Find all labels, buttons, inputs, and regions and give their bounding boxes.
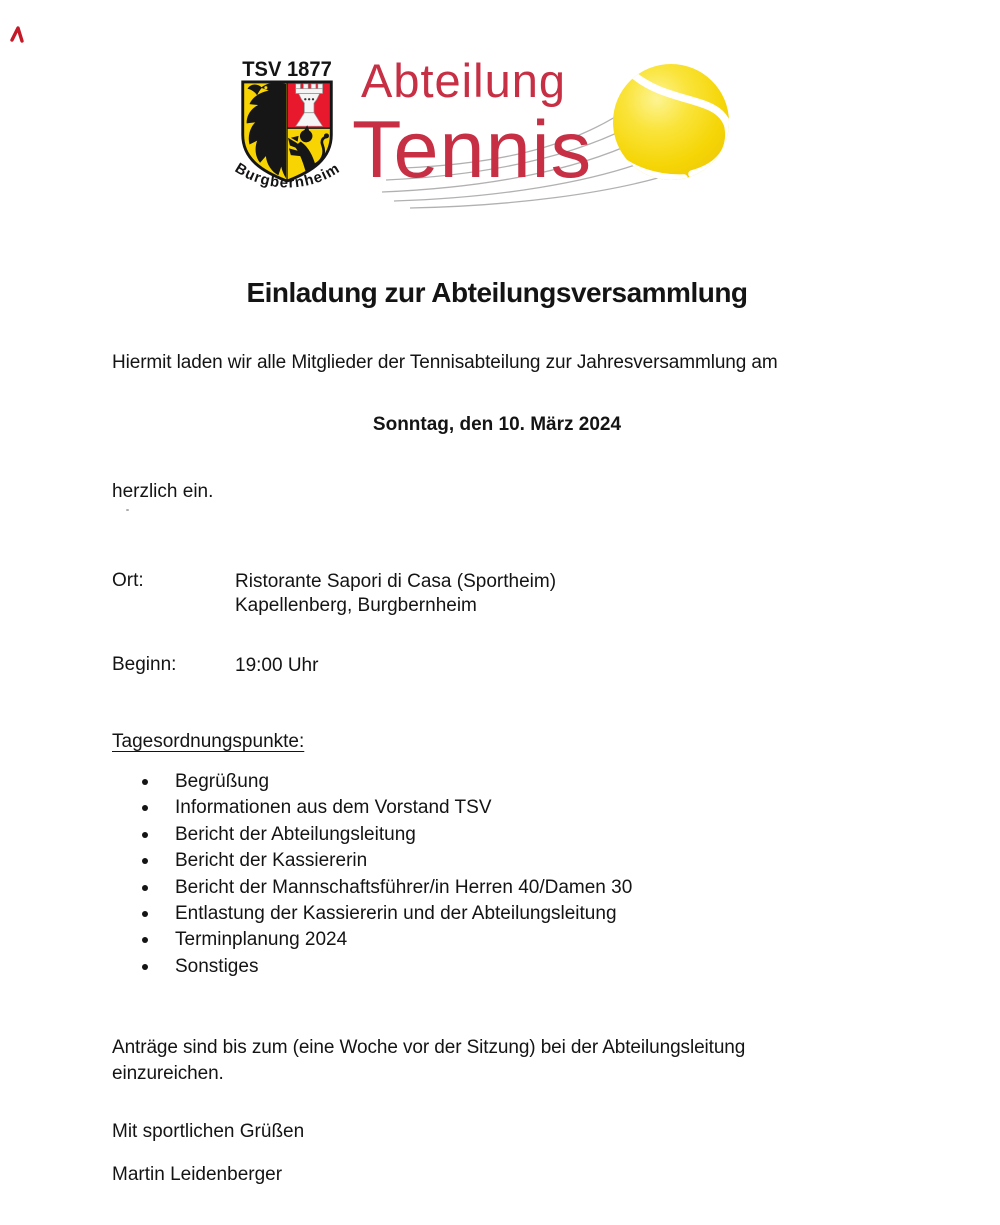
salutation-text: herzlich ein. (112, 481, 214, 502)
agenda-item-label: Entlastung der Kassiererin und der Abteilungsleitung (175, 903, 617, 925)
agenda-item (175, 875, 632, 901)
agenda-list (175, 769, 632, 980)
club-logo (210, 50, 775, 218)
agenda-item-label: Terminplanung 2024 (175, 929, 348, 951)
agenda-item-label: Begrüßung (175, 771, 270, 792)
agenda-item (175, 795, 632, 821)
signature-name: Martin Leidenberger (112, 1164, 283, 1185)
logo-tennis-word: Tennis (352, 105, 593, 195)
crest-town-name: Burgbernheim (231, 160, 344, 192)
location-label: Ort: (112, 570, 144, 591)
agenda-item (175, 927, 632, 953)
agenda-item (175, 822, 632, 848)
location-value (235, 570, 556, 618)
agenda-item-label: Bericht der Abteilungsleitung (175, 823, 416, 845)
agenda-item-label: Informationen aus dem Vorstand TSV (175, 797, 492, 819)
crest-club-name: TSV 1877 (242, 58, 332, 82)
page-title: Einladung zur Abteilungsversammlung (246, 277, 748, 308)
agenda-item-label: Bericht der Mannschaftsführer/in Herren 40/Damen 30 (175, 876, 633, 898)
agenda-item (175, 901, 632, 927)
agenda-item (175, 769, 632, 795)
start-time-label: Beginn: (112, 654, 177, 675)
tsv-crest-icon (227, 55, 348, 209)
agenda-item-label: Sonstiges (175, 955, 259, 977)
sign-off-text: Mit sportlichen Grüßen (112, 1121, 305, 1142)
meeting-date: Sonntag, den 10. März 2024 (372, 414, 622, 435)
logo-department-word: Abteilung (361, 54, 566, 107)
location-line-2: Kapellenberg, Burgbernheim (235, 595, 477, 617)
agenda-item (175, 954, 632, 980)
agenda-heading: Tagesordnungspunkte: (112, 731, 305, 752)
scan-speck (126, 509, 129, 511)
location-line-1: Ristorante Sapori di Casa (Sportheim) (235, 571, 557, 592)
agenda-item-label: Bericht der Kassiererin (175, 850, 368, 872)
red-pen-mark-icon (8, 24, 32, 48)
submission-note: Anträge sind bis zum (eine Woche vor der Sitzung) bei der Abteilungsleitung einzureichen. (112, 1037, 746, 1084)
agenda-item (175, 848, 632, 874)
intro-text: Hiermit laden wir alle Mitglieder der Tennisabteilung zur Jahresversammlung am (112, 352, 778, 373)
start-time-value: 19:00 Uhr (235, 655, 319, 676)
